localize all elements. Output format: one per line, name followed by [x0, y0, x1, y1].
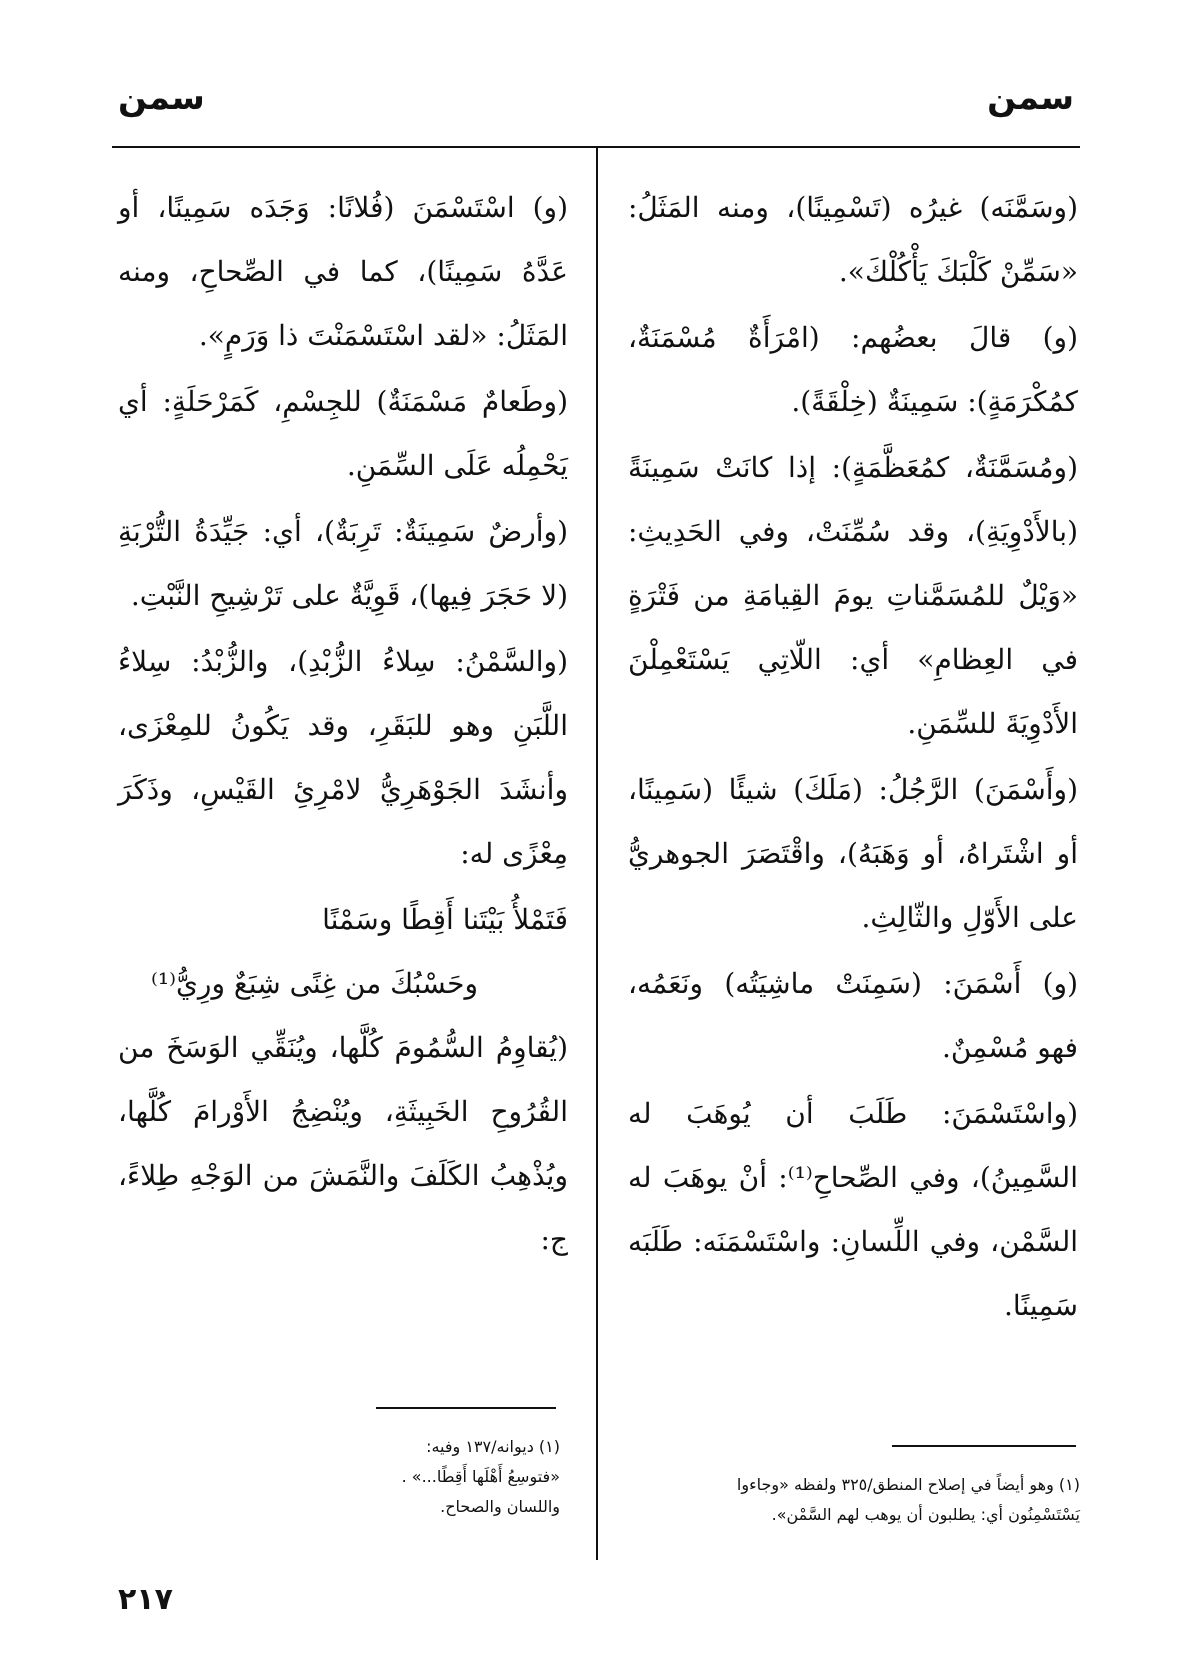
footnote-left [360, 1432, 560, 1522]
entry: (والسَّمْنُ: سِلاءُ الزُّبْدِ)، والزُّبْدُ: سِلاءُ اللَّبَنِ وهو للبَقَرِ، وقد يَكُونُ للمِعْزَى، وأنشَدَ الجَوْهَرِيُّ لامْرِئِ القَيْسِ، وذَكَرَ مِعْزًى له: [118, 645, 568, 870]
entry: (ومُسَمَّنَةٌ، كمُعَظَّمَةٍ): إذا كانَتْ سَمِينَةً (بالأَدْوِيَةِ)، وقد سُمِّنَتْ، وفي الحَدِيثِ: «وَيْلٌ للمُسَمَّناتِ يومَ القِيامَةِ من فَتْرَةٍ في العِظامِ» أي: اللّاتِي يَسْتَعْمِلْنَ الأَدْوِيَةَ للسِّمَنِ. [628, 451, 1078, 740]
running-header-right: سمن [987, 78, 1074, 118]
footnote-rule-left [376, 1407, 556, 1409]
footnote-line: «فتوسِعُ أَهْلَها أَقِطًا...» . [401, 1467, 560, 1486]
footnote-line: (١) ديوانه/١٣٧ وفيه: [426, 1437, 560, 1456]
entry: (و) اسْتَسْمَنَ (فُلانًا: وَجَدَه سَمِينًا، أو عَدَّهُ سَمِينًا)، كما في الصِّحاحِ، ومنه المَثَلُ: «لقد اسْتَسْمَنْتَ ذا وَرَمٍ». [118, 191, 568, 352]
entry: (يُقاوِمُ السُّمُومَ كُلَّها، ويُنَقِّي الوَسَخَ من القُرُوحِ الخَبِيثَةِ، ويُنْضِجُ الأَوْرامَ كُلَّها، ويُذْهِبُ الكَلَفَ والنَّمَشَ من الوَجْهِ طِلاءً، ج: [118, 1031, 568, 1256]
right-column [628, 176, 1078, 1340]
left-column [118, 176, 568, 1274]
page-number: ٢١٧ [118, 1582, 173, 1617]
entry: (وأَسْمَنَ) الرَّجُلُ: (مَلَكَ) شيئًا (سَمِينًا، أو اشْتَراهُ، أو وَهَبَهُ)، واقْتَصَرَ الجوهريُّ على الأَوّلِ والثّالِثِ. [628, 773, 1078, 934]
entry: (وأرضٌ سَمِينَةٌ: تَرِبَةٌ)، أي: جَيِّدَةُ التُّرْبَةِ (لا حَجَرَ فِيها)، قَوِيَّةٌ على تَرْشِيحِ النَّبْتِ. [118, 515, 568, 612]
entry: (و) قالَ بعضُهم: (امْرَأَةٌ مُسْمَنَةٌ، كمُكْرَمَةٍ): سَمِينَةٌ (خِلْقَةً). [628, 321, 1078, 418]
footnote-line: (١) وهو أيضاً في إصلاح المنطق/٣٢٥ ولفظه «وجاءوا [736, 1475, 1080, 1494]
running-header-left: سمن [118, 78, 205, 118]
column-divider [596, 148, 598, 1560]
poem-verse-first-hemistich: فَتَمْلأُ بَيْتَنا أَقِطًا وسَمْنًا [322, 903, 568, 936]
entry: (وسَمَّنَه) غيرُه (تَسْمِينًا)، ومنه المَثَلُ: «سَمِّنْ كَلْبَكَ يَأْكُلْكَ». [628, 191, 1078, 288]
poem-verse-second-hemistich: وحَسْبُكَ من غِنًى شِبَعٌ ورِيُّ⁽¹⁾ [151, 967, 478, 1000]
footnote-right [628, 1470, 1080, 1530]
entry: (و) أَسْمَنَ: (سَمِنَتْ ماشِيَتُه) ونَعَمُه، فهو مُسْمِنٌ. [628, 967, 1078, 1064]
footnote-line: يَسْتَسْمِنُون أي: يطلبون أن يوهب لهم السَّمْن». [771, 1505, 1080, 1524]
entry: (واسْتَسْمَنَ: طَلَبَ أن يُوهَبَ له السَّمِينُ)، وفي الصِّحاحِ⁽¹⁾: أنْ يوهَبَ له السَّمْن، وفي اللِّسانِ: واسْتَسْمَنَه: طَلَبَه سَمِينًا. [628, 1097, 1078, 1322]
footnote-line: واللسان والصحاح. [440, 1497, 560, 1516]
footnote-rule-right [892, 1445, 1076, 1447]
entry: (وطَعامٌ مَسْمَنَةٌ) للجِسْمِ، كَمَرْحَلَةٍ: أي يَحْمِلُه عَلَى السِّمَنِ. [118, 385, 568, 482]
